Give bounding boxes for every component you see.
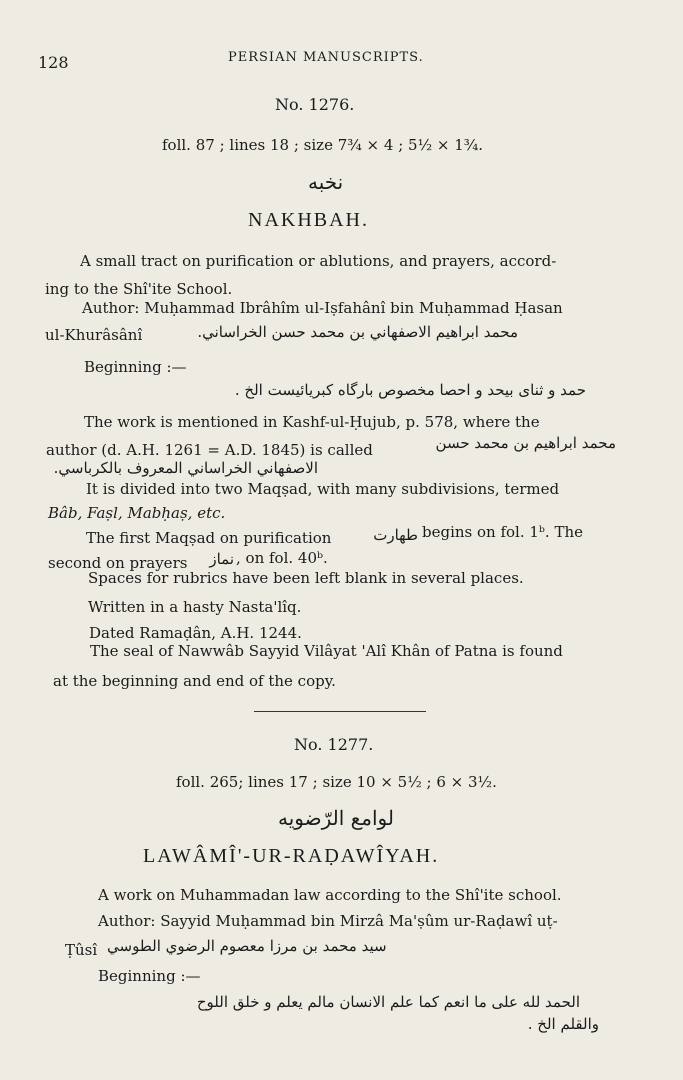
arabic-author: سيد محمد بن مرزا معصوم الرضوي الطوسي — [107, 937, 387, 955]
text-line: The work is mentioned in Kashf-ul-Ḥujub, p. 578, where the — [84, 413, 540, 431]
arabic-beginning: والقلم الخ . — [527, 1015, 599, 1033]
entry-number: No. 1277. — [294, 735, 374, 754]
text-line: Ṭûsî — [65, 941, 98, 959]
text-line: It is divided into two Maqṣad, with many subdivisions, termed — [86, 480, 560, 498]
entry-title: LAWÂMÎ'-UR-RAḌAWÎYAH. — [143, 845, 440, 867]
section-divider — [254, 711, 426, 712]
entry-number: No. 1276. — [275, 95, 355, 114]
arabic-author: محمد ابراهيم الاصفهاني بن محمد حسن الخراساني. — [197, 323, 518, 341]
text-line: Spaces for rubrics have been left blank in several places. — [88, 569, 524, 587]
text-line: Bâb, Faṣl, Mabḥaṣ, etc. — [48, 504, 226, 522]
arabic-called: محمد ابراهيم بن محمد حسن — [435, 434, 616, 452]
text-line: second on prayers — [48, 554, 188, 572]
text-line: Author: Muḥammad Ibrâhîm ul-Iṣfahânî bin Muḥammad Ḥasan — [82, 299, 563, 317]
text-line: The first Maqṣad on purification — [86, 529, 332, 547]
text-line: ing to the Shî'ite School. — [45, 280, 233, 298]
arabic-called: الاصفهاني الخراساني المعروف بالكرباسي. — [53, 459, 318, 477]
text-line: Author: Sayyid Muḥammad bin Mirzâ Ma'ṣûm ur-Raḍawî uṭ- — [98, 912, 558, 930]
entry-title: NAKHBAH. — [248, 209, 369, 231]
arabic-beginning: حمد و ثنای بیحد و احصا مخصوص بارگاه کبریائیست الخ . — [234, 381, 586, 399]
beginning-label: Beginning :— — [98, 967, 201, 985]
arabic-title: لوامع الرّضويه — [278, 806, 394, 830]
text-line: The seal of Nawwâb Sayyid Vilâyat 'Alî Khân of Patna is found — [90, 642, 563, 660]
text-line: A small tract on purification or ablutions, and prayers, accord- — [80, 252, 557, 270]
text-line: at the beginning and end of the copy. — [53, 672, 336, 690]
text-line: author (d. A.H. 1261 = A.D. 1845) is called — [46, 441, 373, 459]
page-number: 128 — [38, 53, 69, 72]
text-line: Dated Ramaḍân, A.H. 1244. — [89, 624, 302, 642]
arabic-word: طهارت — [373, 526, 418, 544]
arabic-title: نخبه — [308, 170, 344, 194]
text-line: Written in a hasty Nasta'lîq. — [88, 598, 302, 616]
entry-collation: foll. 87 ; lines 18 ; size 7¾ × 4 ; 5½ × 1¾. — [162, 136, 484, 154]
arabic-beginning: الحمد لله على ما انعم كما علم الانسان مالم يعلم و خلق اللوح — [196, 993, 580, 1011]
entry-collation: foll. 265; lines 17 ; size 10 × 5½ ; 6 × 3½. — [176, 773, 497, 791]
text-line: begins on fol. 1ᵇ. The — [422, 523, 584, 541]
text-line: A work on Muhammadan law according to the Shî'ite school. — [98, 886, 562, 904]
beginning-label: Beginning :— — [84, 358, 187, 376]
text-line: ul-Khurâsânî — [45, 326, 143, 344]
running-title: PERSIAN MANUSCRIPTS. — [228, 50, 424, 65]
arabic-word: نماز — [209, 550, 234, 568]
text-line: , on fol. 40ᵇ. — [236, 549, 328, 567]
